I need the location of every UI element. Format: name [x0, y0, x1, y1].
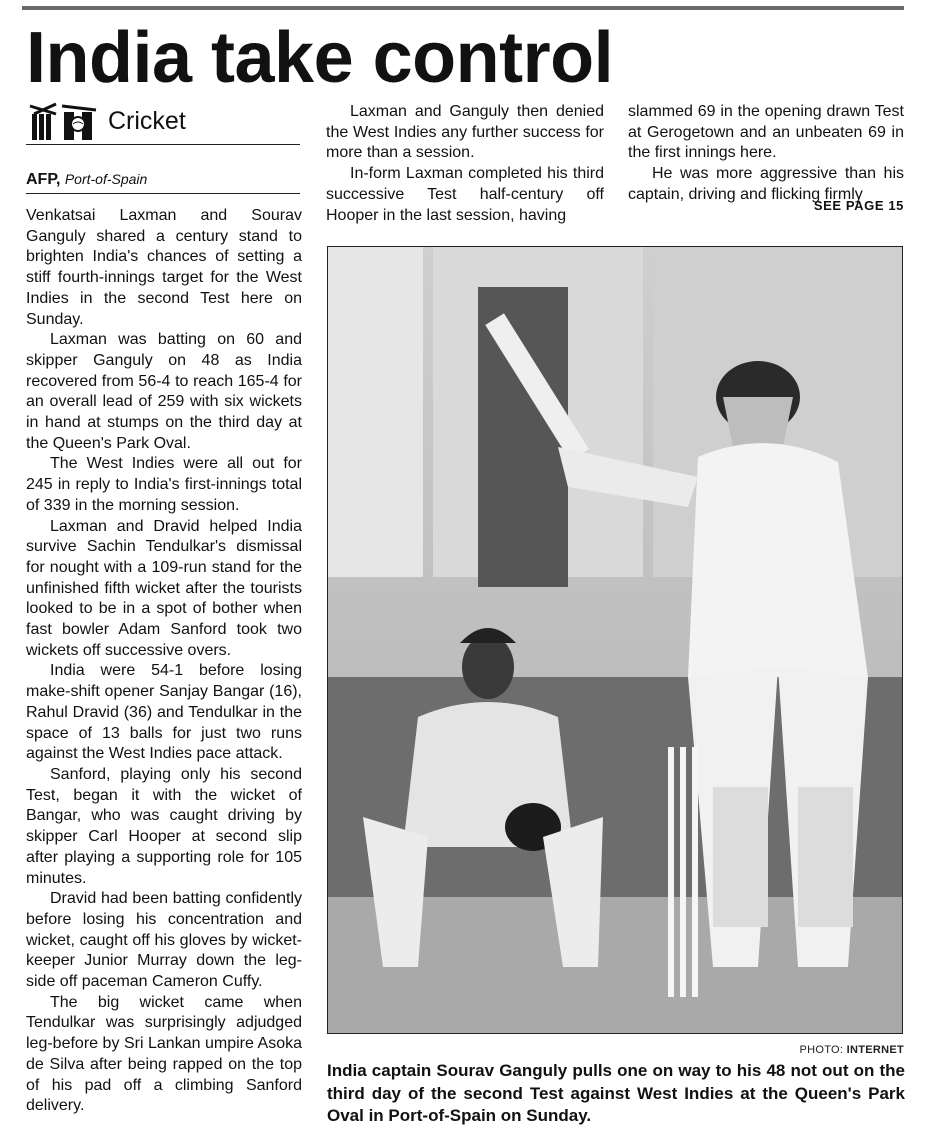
article-column-1	[26, 206, 302, 1117]
paragraph: Laxman and Ganguly then denied the West Indies any further success for more than a session.	[326, 103, 604, 162]
paragraph: Laxman and Dravid helped India survive Sachin Tendulkar's dismissal for nought with a 109-run stand for the unfinished fifth wicket after the tourists looked to be in a spot of bother when fast bowler Adam Sanford took two wickets off successive overs.	[26, 517, 302, 659]
byline-place: Port-of-Spain	[64, 171, 148, 187]
article-column-3	[628, 102, 904, 206]
photo-credit	[799, 1044, 904, 1056]
section-rule	[26, 144, 300, 145]
photo-credit-prefix: PHOTO:	[799, 1044, 844, 1056]
paragraph: The West Indies were all out for 245 in reply to India's first-innings total of 339 in the morning session.	[26, 455, 302, 514]
stumps	[668, 747, 698, 997]
photo-caption: India captain Sourav Ganguly pulls one on way to his 48 not out on the third day of the second Test against West Indies at the Queen's Park Oval in Port-of-Spain on Sunday.	[327, 1061, 905, 1125]
paragraph: slammed 69 in the opening drawn Test at Gerogetown and an unbeaten 69 in the first innings here.	[628, 103, 904, 162]
byline-agency: AFP,	[26, 171, 61, 188]
byline	[26, 168, 147, 191]
paragraph: In-form Laxman completed his third successive Test half-century off Hooper in the last session, having	[326, 165, 604, 224]
paragraph: Venkatsai Laxman and Sourav Ganguly shared a century stand to brighten India's chances of setting a stiff fourth-innings target for the West Indies in the second Test here on Sunday.	[26, 207, 302, 328]
paragraph: The big wicket came when Tendulkar was surprisingly adjudged leg-before by Sri Lankan umpire Asoka de Silva after being rapped on the top of his pad off a climbing Sanford delivery.	[26, 993, 302, 1115]
cricket-stumps-icon	[26, 100, 102, 142]
continued-link[interactable]: SEE PAGE 15	[813, 198, 904, 213]
top-rule	[22, 6, 904, 10]
article-column-2	[326, 102, 604, 226]
paragraph: India were 54-1 before losing make-shift opener Sanjay Bangar (16), Rahul Dravid (36) and Tendulkar in the space of 13 balls for just two runs against the West Indies pace attack.	[26, 662, 302, 763]
headline: India take control	[26, 18, 614, 98]
byline-rule	[26, 193, 300, 194]
section-tag	[26, 100, 186, 142]
paragraph: Sanford, playing only his second Test, began it with the wicket of Bangar, who was caught driving by skipper Carl Hooper at second slip after playing a supporting role for 105 minutes.	[26, 765, 302, 887]
news-photo	[327, 246, 903, 1034]
photo-credit-source: INTERNET	[846, 1044, 904, 1056]
paragraph: Dravid had been batting confidently before losing his concentration and wicket, caught off his gloves by wicket-keeper Junior Murray down the leg-side off paceman Cameron Cuffy.	[26, 890, 302, 991]
section-label: Cricket	[108, 107, 186, 135]
paragraph: He was more aggressive than his captain, driving and flicking firmly	[628, 165, 904, 203]
paragraph: Laxman was batting on 60 and skipper Ganguly on 48 as India recovered from 56-4 to reach 165-4 for an overall lead of 259 with six wickets in hand at stumps on the third day at the Queen's Park Oval.	[26, 331, 302, 452]
